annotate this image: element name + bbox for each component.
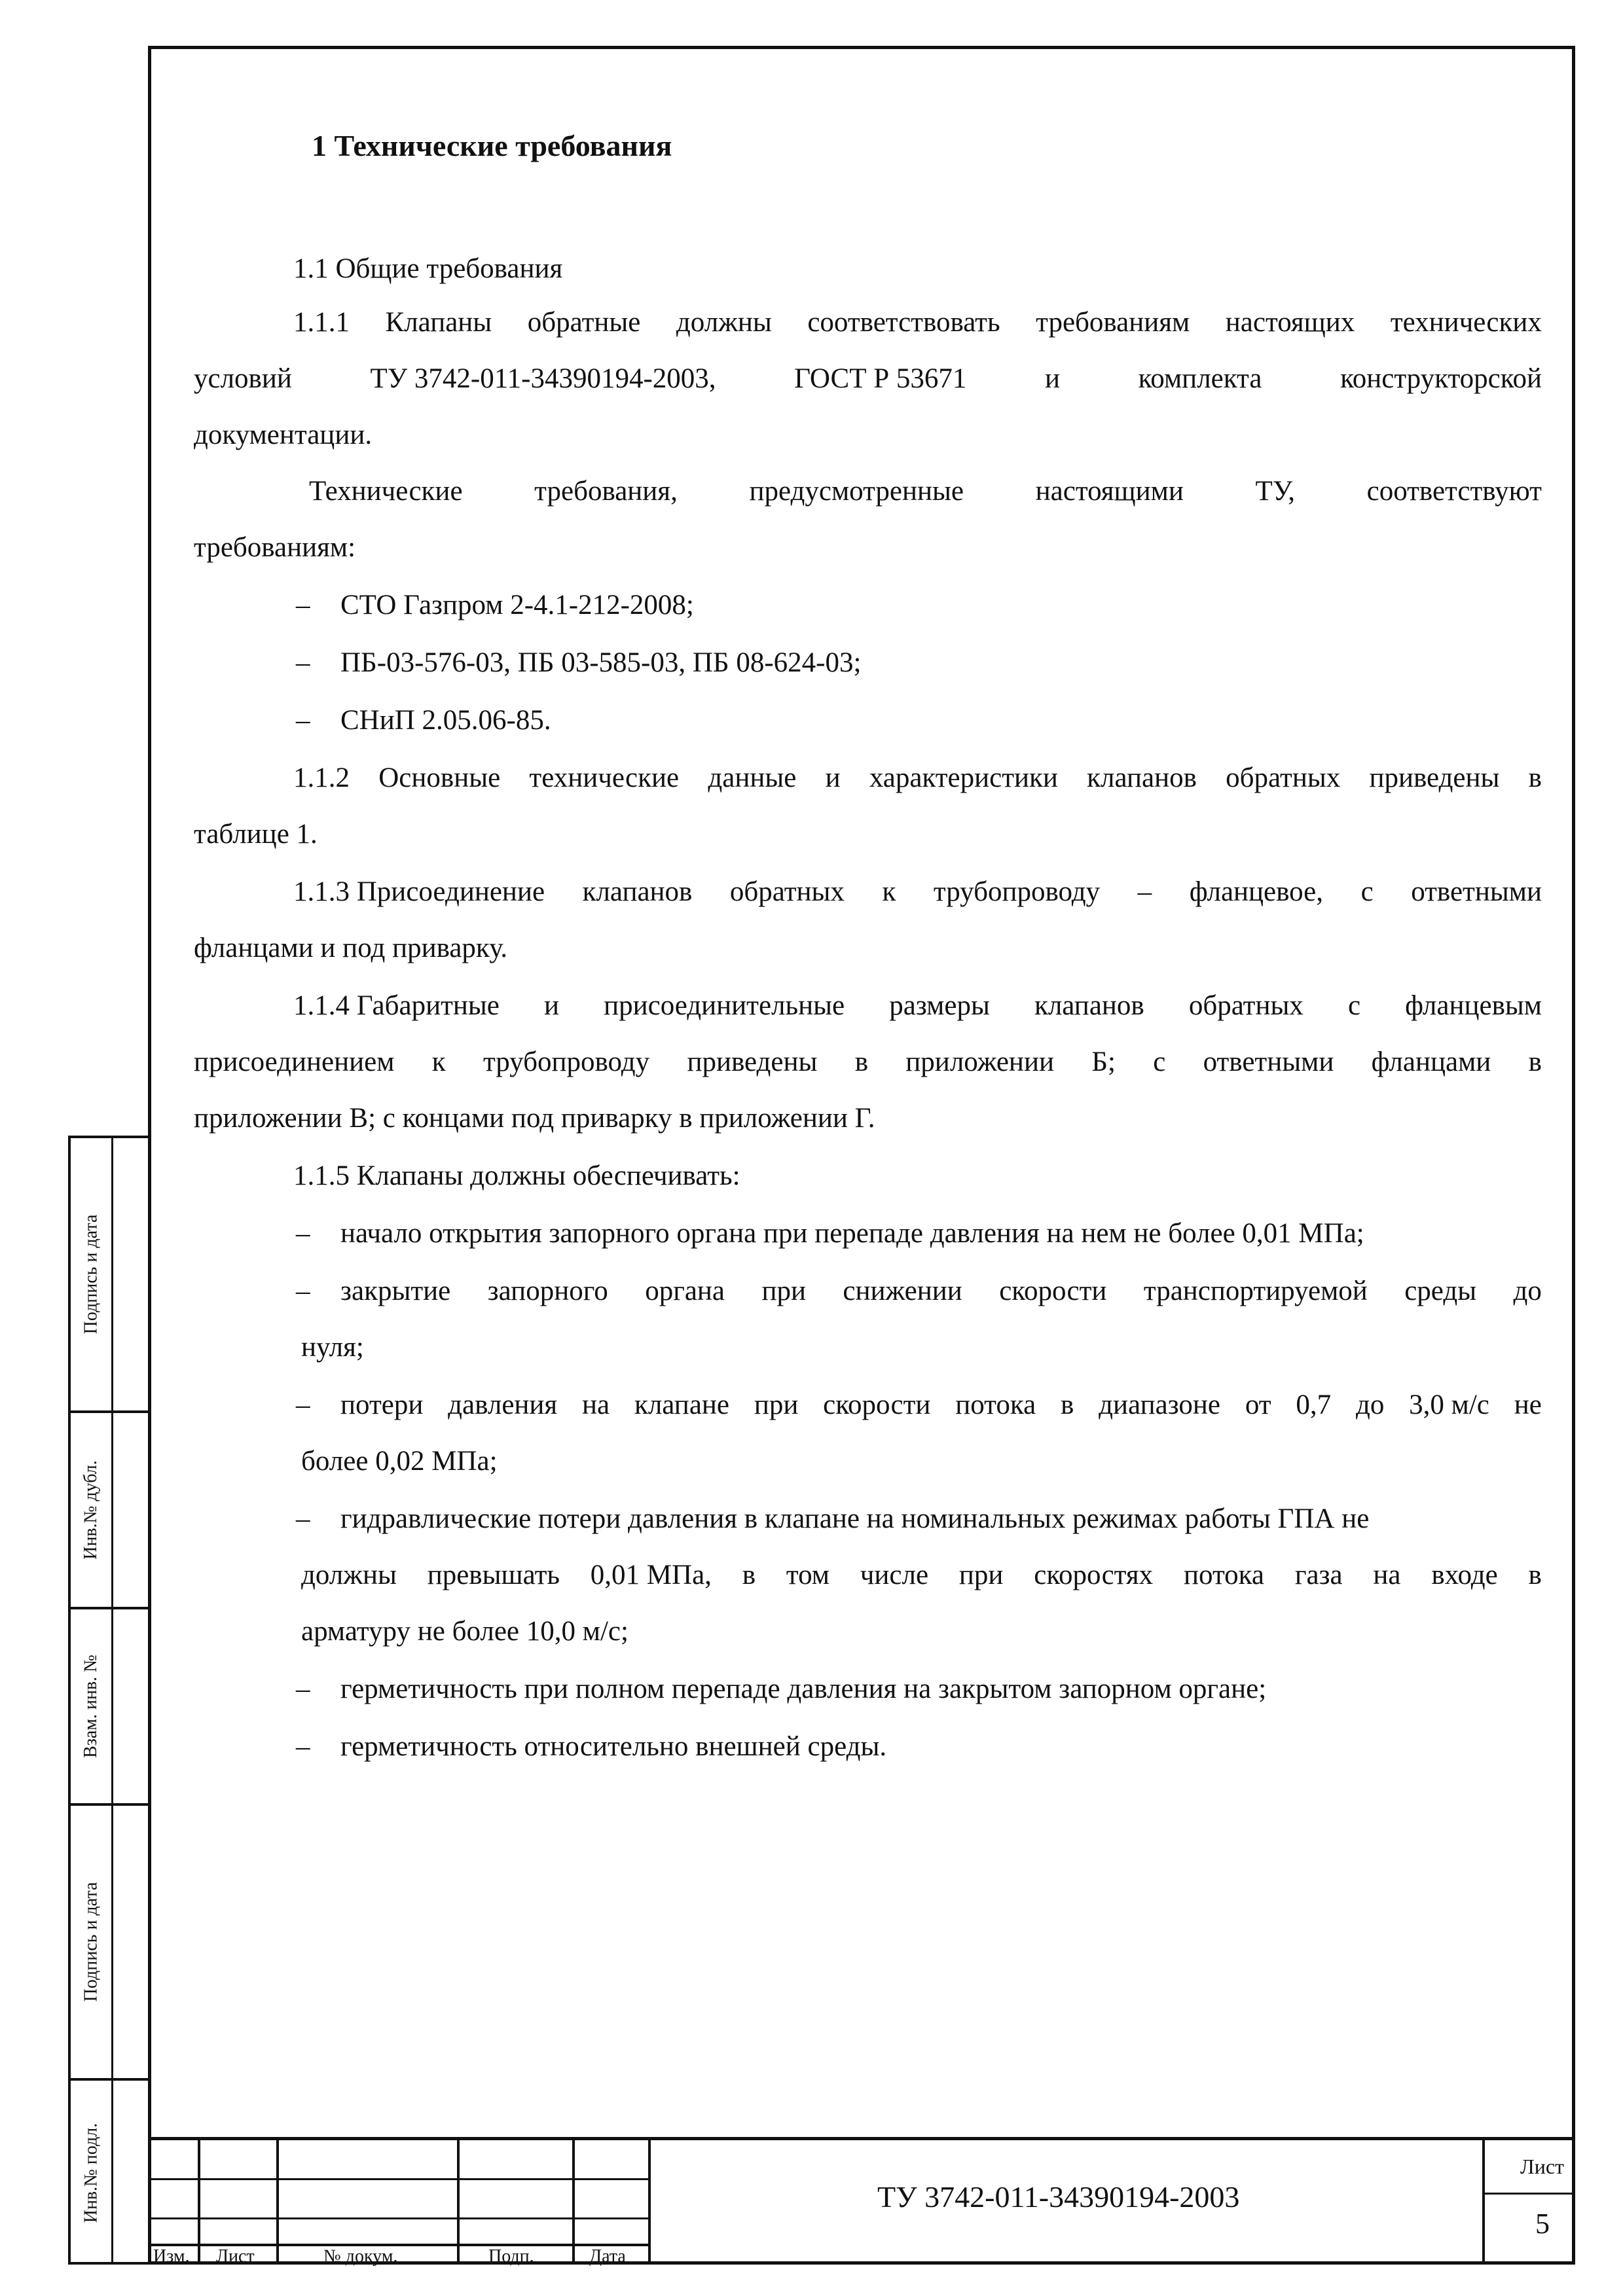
side-label: Подпись и дата [81,1882,101,2002]
side-cell-signature-date-1 [71,1138,151,1413]
side-cell-replace-inv [71,1609,151,1806]
para-1-1-1-line1: 1.1.1 Клапаны обратные должны соответствовать требованиям настоящих технических [293,307,1542,338]
stamp-col-sheet: Лист [216,2246,255,2267]
side-label: Инв.№ подл. [81,2123,101,2223]
stamp-col-docnum: № докум. [323,2246,398,2267]
list-item-continuation: нуля; [301,1332,364,1363]
stamp-col-change: Изм. [153,2246,190,2267]
stamp-col-signature: Подп. [488,2246,534,2267]
side-cell-dup-inv [71,1413,151,1609]
para-1-1-3-line1: 1.1.3 Присоединение клапанов обратных к трубопроводу – фланцевое, с ответными [293,876,1542,907]
subsection-title: 1.1 Общие требования [293,253,563,284]
list-item-continuation: более 0,02 МПа; [301,1446,498,1477]
side-label: Взам. инв. № [81,1655,101,1758]
side-label: Подпись и дата [81,1214,101,1335]
side-stamp-strip [68,1136,151,2265]
list-item: – потери давления на клапане при скорости потока в диапазоне от 0,7 до 3,0 м/с не [296,1390,1542,1420]
list-item-continuation: арматуру не более 10,0 м/с; [301,1616,629,1647]
section-heading: 1 Технические требования [312,129,672,162]
para-1-1-4-line2: присоединением к трубопроводу приведены в приложении Б; с ответными фланцами в [194,1047,1542,1077]
sheet-number: 5 [1535,2208,1550,2240]
side-cell-original-inv [71,2081,151,2265]
list-item-continuation: должны превышать 0,01 МПа, в том числе при скоростях потока газа на входе в [301,1560,1542,1590]
para-1-1-2-line1: 1.1.2 Основные технические данные и характеристики клапанов обратных приведены в [293,762,1542,793]
side-label: Инв.№ дубл. [81,1460,101,1560]
para-tech-line1: Технические требования, предусмотренные настоящими ТУ, соответствуют [309,476,1542,507]
para-1-1-4-line1: 1.1.4 Габаритные и присоединительные размеры клапанов обратных с фланцевым [293,990,1542,1021]
para-1-1-5: 1.1.5 Клапаны должны обеспечивать: [293,1160,740,1191]
list-item: – закрытие запорного органа при снижении скорости транспортируемой среды до [296,1276,1542,1306]
para-1-1-1-line2: условий ТУ 3742-011-34390194-2003, ГОСТ Р 53671 и комплекта конструкторской [194,363,1542,394]
document-code: ТУ 3742-011-34390194-2003 [877,2180,1240,2214]
para-1-1-1-line3: документации. [194,420,373,450]
side-cell-signature-date-2 [71,1806,151,2081]
para-1-1-2-line2: таблице 1. [194,819,318,850]
para-tech-line2: требованиям: [194,532,356,563]
para-1-1-4-line3: приложении В; с концами под приварку в приложении Г. [194,1103,875,1134]
sheet-label: Лист [1520,2155,1565,2178]
para-1-1-3-line2: фланцами и под приварку. [194,933,508,963]
stamp-col-date: Дата [589,2246,626,2267]
title-block [148,2137,1575,2265]
